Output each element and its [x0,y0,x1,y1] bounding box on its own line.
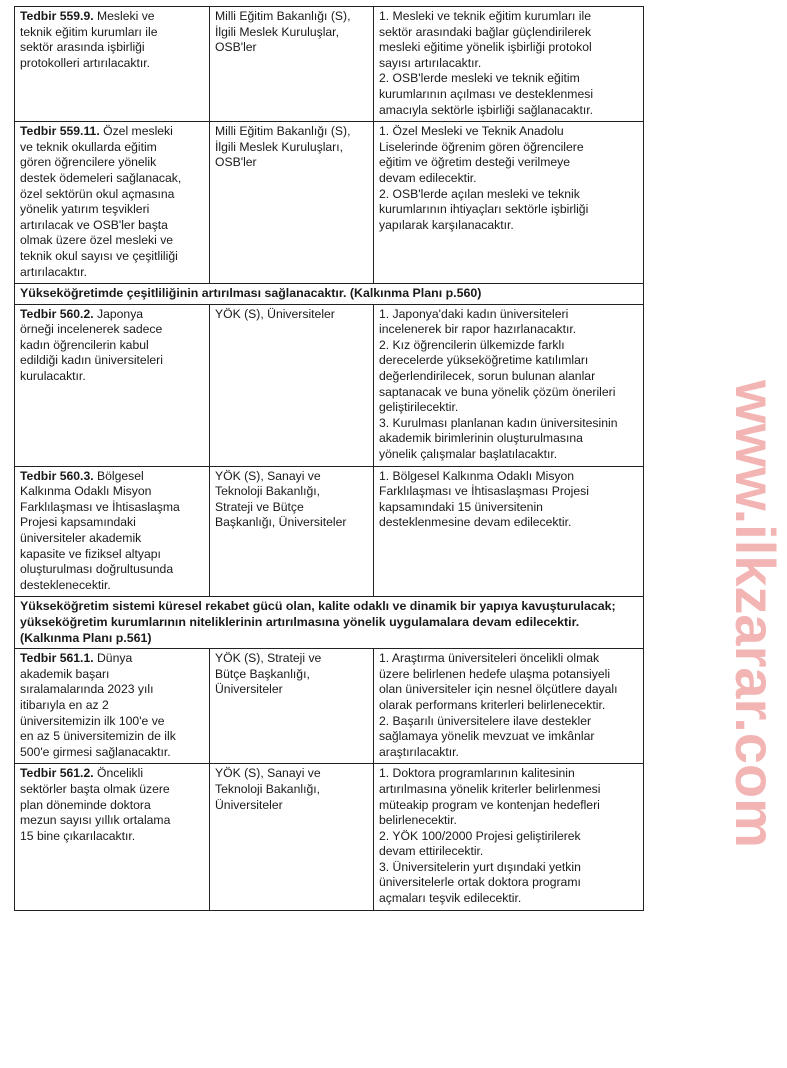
measure-description-line: Kalkınma Odaklı Misyon [20,484,152,499]
measure-row [15,649,644,764]
responsible-institutions-cell [210,649,374,764]
measures-table [14,6,644,911]
measure-id: Tedbir 560.3. [20,468,94,483]
responsible-institution-line: Başkanlığı, Üniversiteler [215,515,347,530]
document-page [14,6,644,911]
measure-id: Tedbir 559.9. [20,9,94,23]
measure-description-line: örneği incelenerek sadece [20,322,163,337]
action-line: yapılarak karşılanacaktır. [379,217,514,232]
measure-description-line: desteklenecektir. [20,577,111,592]
action-line: 1. Doktora programlarının kalitesinin [379,766,575,781]
action-line: Liselerinde öğrenim gören öğrencilere [379,139,584,154]
measure-description-line: kadın öğrencilerin kabul [20,337,149,352]
measure-description-line: artırılacak ve OSB'ler başta [20,217,168,232]
measure-description-line: yönelik yatırım teşvikleri [20,202,150,217]
responsible-institution-line: Bütçe Başkanlığı, [215,666,310,681]
responsible-institution-line: Üniversiteler [215,797,283,812]
section-header-row [15,597,644,649]
measure-description-line: plan döneminde doktora [20,797,151,812]
watermark-text: www.ilkzarar.com [724,380,787,848]
responsible-institutions-cell [210,466,374,597]
measure-description-line: Dünya [93,651,133,666]
action-line: 2. OSB'lerde açılan mesleki ve teknik [379,186,580,201]
actions-cell [374,7,644,122]
measure-description-line: 15 bine çıkarılacaktır. [20,828,136,843]
action-line: 3. Kurulması planlanan kadın üniversitesinin [379,415,618,430]
action-line: mesleki eğitime yönelik işbirliği protokol [379,40,592,55]
action-line: sektör arasındaki bağlar güçlendirilerek [379,24,592,39]
measure-description-line: sektörler başta olmak üzere [20,781,170,796]
responsible-institution-line: YÖK (S), Üniversiteler [215,306,335,321]
section-header: Yükseköğretim sistemi küresel rekabet gücü olan, kalite odaklı ve dinamik bir yapıya kavuşturulacak; yükseköğretim kurumlarının niteliklerinin artırılmasına yönelik uygulamalara devam edilecektir. (Kalkınma Planı p.561) [15,597,644,649]
responsible-institution-line: YÖK (S), Sanayi ve [215,468,321,483]
action-line: geliştirilecektir. [379,400,459,415]
action-line: üniversitelerle ortak doktora programı [379,875,581,890]
action-line: olan üniversiteler için nesnel ölçütlere dayalı [379,682,618,697]
action-line: değerlendirilecek, sorun bulunan alanlar [379,369,596,384]
responsible-institution-line: OSB'ler [215,155,257,170]
action-line: üzere belirlenen hedefe ulaşma potansiyeli [379,666,611,681]
action-line: 1. Bölgesel Kalkınma Odaklı Misyon [379,468,575,483]
measure-id: Tedbir 559.11. [20,124,100,139]
measure-description-cell [15,649,210,764]
action-line: kurumlarının ihtiyaçları sektörle işbirliği [379,202,589,217]
responsible-institution-line: OSB'ler [215,40,257,55]
action-line: devam ettirilecektir. [379,844,484,859]
measure-description-line: destek ödemeleri sağlanacak, [20,170,182,185]
measure-description-line: teknik eğitim kurumları ile [20,24,158,39]
action-line: amacıyla sektörle işbirliği sağlanacaktır. [379,102,594,117]
responsible-institutions-cell [210,304,374,466]
measure-description-line: mezun sayısı yıllık ortalama [20,813,171,828]
action-line: sağlamaya yönelik mevzuat ve imkânlar [379,729,595,744]
measure-description-line: sıralamalarında 2023 yılı [20,682,154,697]
action-line: araştırılacaktır. [379,744,459,759]
action-line: 1. Özel Mesleki ve Teknik Anadolu [379,124,564,139]
action-line: incelenerek bir rapor hazırlanacaktır. [379,322,577,337]
action-line: desteklenmesine devam edilecektir. [379,515,572,530]
responsible-institution-line: Milli Eğitim Bakanlığı (S), [215,9,351,23]
measure-description-line: üniversitemizin ilk 100'e ve [20,713,165,728]
action-line: belirlenecektir. [379,813,457,828]
action-line: akademik birimlerinin oluşturulmasına [379,431,583,446]
measure-description-cell [15,466,210,597]
measure-description-line: ve teknik okullarda eğitim [20,139,157,154]
measure-description-line: kurulacaktır. [20,369,86,384]
measure-description-line: özel sektörün okul açmasına [20,186,175,201]
measure-description-line: sektör arasında işbirliği [20,40,145,55]
measure-description-line: en az 5 üniversitemizin de ilk [20,729,176,744]
measure-description-line: teknik okul sayısı ve çeşitliliği [20,248,178,263]
action-line: 1. Japonya'daki kadın üniversiteleri [379,306,569,321]
responsible-institution-line: İlgili Meslek Kuruluşları, [215,139,344,154]
responsible-institutions-cell [210,7,374,122]
measure-description-line: Bölgesel [93,468,144,483]
measure-description-line: protokolleri artırılacaktır. [20,55,151,70]
measure-description-cell [15,122,210,284]
measure-row [15,122,644,284]
responsible-institution-line: Strateji ve Bütçe [215,499,304,514]
measure-row [15,7,644,122]
responsible-institution-line: İlgili Meslek Kuruluşlar, [215,24,339,39]
responsible-institution-line: Teknoloji Bakanlığı, [215,484,321,499]
responsible-institutions-cell [210,122,374,284]
measure-description-line: itibarıyla en az 2 [20,697,109,712]
measure-id: Tedbir 561.2. [20,766,94,781]
action-line: yönelik çalışmalar başlatılacaktır. [379,447,558,462]
action-line: 2. Başarılı üniversitelere ilave destekler [379,713,592,728]
action-line: Farklılaşması ve İhtisaslaşması Projesi [379,484,589,499]
measure-id: Tedbir 561.1. [20,651,94,666]
measure-description-line: Farklılaşması ve İhtisaslaşma [20,499,180,514]
measure-description-line: kapasite ve fiziksel altyapı [20,546,161,561]
measure-row [15,764,644,910]
measure-description-line: Japonya [93,306,144,321]
responsible-institution-line: Milli Eğitim Bakanlığı (S), [215,124,351,139]
measure-row [15,466,644,597]
action-line: kapsamındaki 15 üniversitenin [379,499,543,514]
measure-description-line: olmak üzere özel mesleki ve [20,233,174,248]
action-line: saptanacak ve buna yönelik çözüm önerileri [379,384,616,399]
measure-description-line: Özel mesleki [99,124,173,139]
responsible-institutions-cell [210,764,374,910]
measure-description-cell [15,7,210,122]
section-header: Yükseköğretimde çeşitliliğinin artırılması sağlanacaktır. (Kalkınma Planı p.560) [15,284,644,305]
responsible-institution-line: Teknoloji Bakanlığı, [215,781,321,796]
measure-description-line: edildiği kadın üniversiteleri [20,353,163,368]
action-line: derecelerde yükseköğretime katılımları [379,353,589,368]
action-line: devam edilecektir. [379,170,477,185]
section-header-row [15,284,644,305]
measure-description-cell [15,304,210,466]
responsible-institution-line: YÖK (S), Strateji ve [215,651,322,666]
action-line: olarak performans kriterleri belirlenecektir. [379,697,606,712]
measure-description-line: Projesi kapsamındaki [20,515,136,530]
action-line: açmaları teşvik edilecektir. [379,891,522,906]
responsible-institution-line: Üniversiteler [215,682,283,697]
measure-id: Tedbir 560.2. [20,306,94,321]
measure-description-line: artırılacaktır. [20,264,88,279]
action-line: sayısı artırılacaktır. [379,55,482,70]
measure-row [15,304,644,466]
measure-description-line: Öncelikli [93,766,144,781]
action-line: 2. YÖK 100/2000 Projesi geliştirilerek [379,828,581,843]
measure-description-line: gören öğrencilere yönelik [20,155,157,170]
measure-description-line: oluşturulması doğrultusunda [20,562,174,577]
action-line: 1. Araştırma üniversiteleri öncelikli olmak [379,651,600,666]
measure-description-cell [15,764,210,910]
action-line: artırılmasına yönelik kriterler belirlenmesi [379,781,601,796]
action-line: müteakip program ve kontenjan hedefleri [379,797,600,812]
action-line: 2. OSB'lerde mesleki ve teknik eğitim [379,71,580,86]
action-line: 3. Üniversitelerin yurt dışındaki yetkin [379,859,581,874]
measure-description-line: üniversiteler akademik [20,531,142,545]
action-line: kurumlarının açılması ve desteklenmesi [379,86,594,101]
measure-description-line: akademik başarı [20,666,110,681]
measures-table-body [15,7,644,911]
action-line: 2. Kız öğrencilerin ülkemizde farklı [379,337,565,352]
measure-description-line: Mesleki ve [93,9,155,23]
measure-description-line: 500'e girmesi sağlanacaktır. [20,744,171,759]
action-line: 1. Mesleki ve teknik eğitim kurumları ile [379,9,591,23]
responsible-institution-line: YÖK (S), Sanayi ve [215,766,321,781]
action-line: eğitim ve öğretim desteği verilmeye [379,155,571,170]
